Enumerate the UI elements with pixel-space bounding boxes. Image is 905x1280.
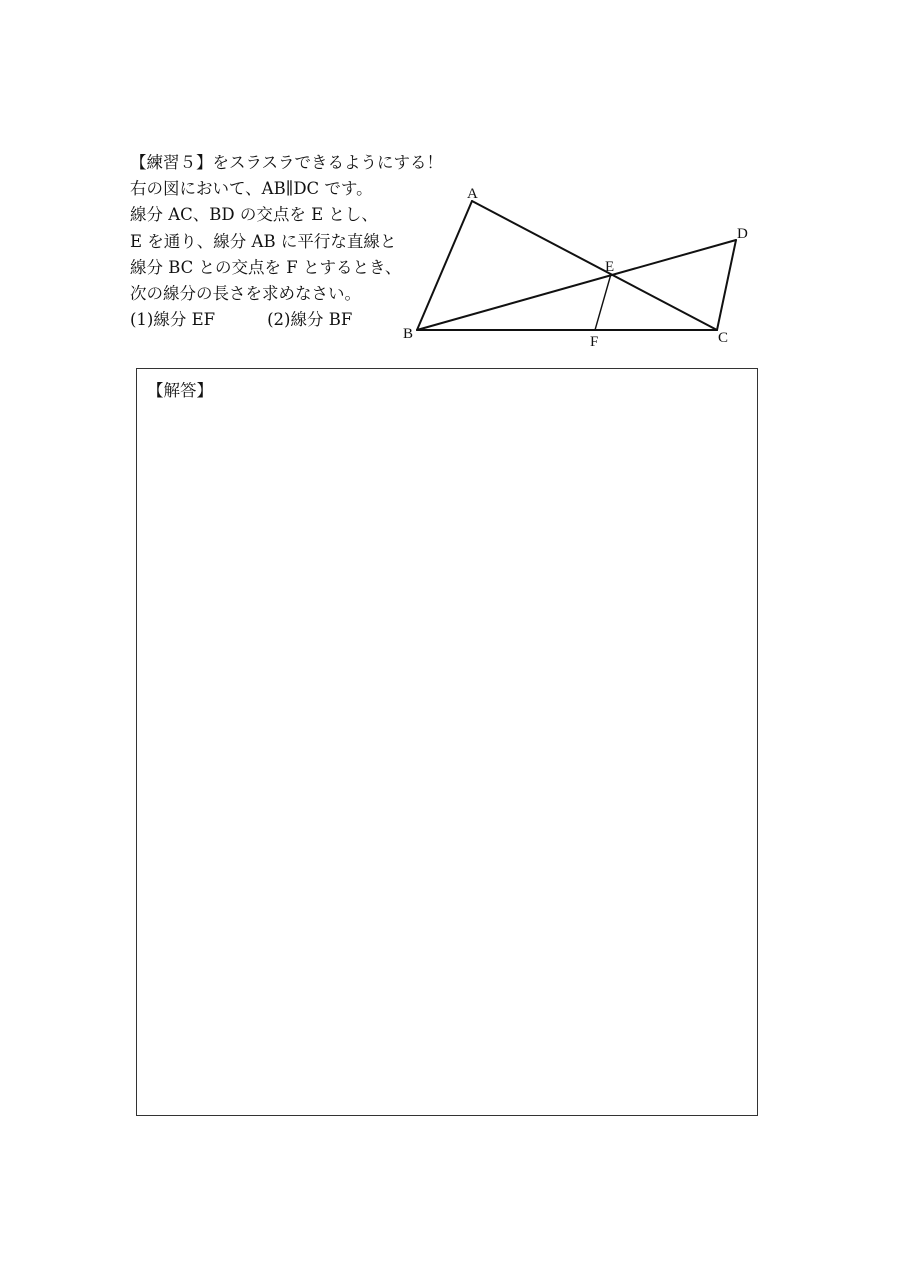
problem-line-3: 線分 AC、BD の交点を E とし、 bbox=[130, 205, 378, 225]
label-e: E bbox=[605, 259, 615, 275]
segment-ef bbox=[595, 274, 611, 330]
segment-bd bbox=[417, 240, 736, 330]
label-d: D bbox=[737, 226, 748, 242]
geometry-figure bbox=[395, 178, 765, 353]
segment-ac bbox=[472, 201, 717, 330]
geometry-diagram bbox=[395, 178, 765, 353]
label-c: C bbox=[718, 330, 729, 346]
answer-label: 【解答】 bbox=[147, 381, 213, 400]
question-1: (1)線分 EF bbox=[130, 310, 216, 330]
label-f: F bbox=[590, 334, 599, 350]
segment-cd bbox=[717, 240, 736, 330]
problem-line-6: 次の線分の長さを求めなさい。 bbox=[130, 283, 361, 303]
label-b: B bbox=[403, 326, 414, 342]
label-a: A bbox=[467, 186, 478, 202]
problem-line-2: 右の図において、AB∥DC です。 bbox=[130, 179, 373, 199]
problem-title: 【練習５】をスラスラできるようにする！ bbox=[130, 153, 444, 172]
segment-ab bbox=[417, 201, 472, 330]
question-2: (2)線分 BF bbox=[267, 310, 353, 330]
problem-line-5: 線分 BC との交点を F とするとき、 bbox=[130, 257, 402, 277]
problem-line-4: E を通り、線分 AB に平行な直線と bbox=[130, 231, 397, 251]
answer-box[interactable] bbox=[136, 368, 758, 1116]
